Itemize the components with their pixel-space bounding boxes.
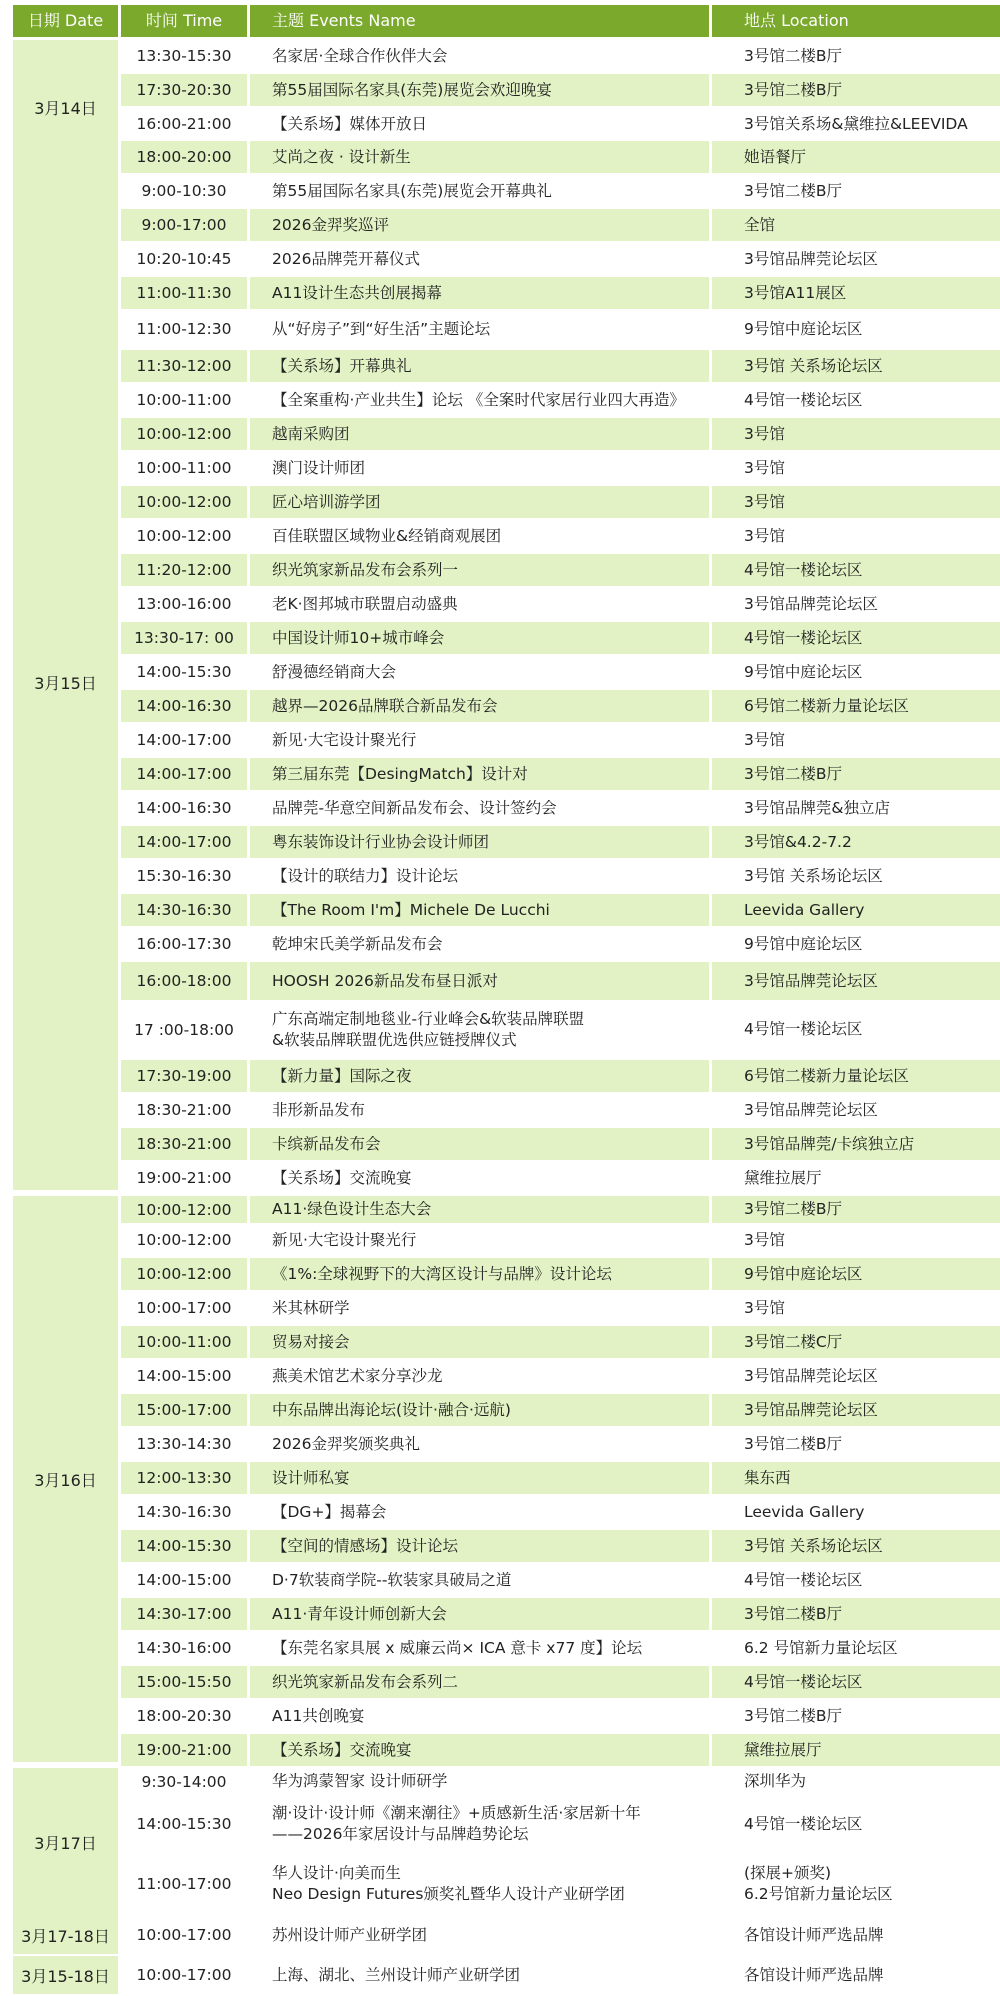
row-time: 14:00-15:30 <box>136 1815 232 1833</box>
row-location: 3号馆品牌莞论坛区 <box>712 962 1000 1000</box>
header-time: 时间 Time <box>121 5 247 37</box>
row-event-name: 燕美术馆艺术家分享沙龙 <box>272 1366 443 1385</box>
row-location: 3号馆品牌莞/卡缤独立店 <box>712 1128 1000 1160</box>
row-event-name: A11·绿色设计生态大会 <box>250 1196 709 1223</box>
row-event-name: 新见·大宅设计聚光行 <box>272 730 417 749</box>
row-location: Leevida Gallery <box>744 1502 865 1521</box>
row-location: 3号馆品牌莞论坛区 <box>744 594 878 613</box>
row-location: 3号馆 关系场论坛区 <box>712 350 1000 382</box>
row-event-name: 《1%:全球视野下的大湾区设计与品牌》设计论坛 <box>250 1258 709 1290</box>
row-location: 3号馆品牌莞论坛区 <box>744 249 878 268</box>
row-location: 她语餐厅 <box>712 141 1000 173</box>
row-location: 3号馆 <box>712 418 1000 450</box>
row-time: 10:00-17:00 <box>136 1966 232 1984</box>
row-time: 10:00-12:00 <box>136 527 232 545</box>
row-time: 19:00-21:00 <box>136 1169 232 1187</box>
row-event-name: 非形新品发布 <box>272 1100 366 1119</box>
row-location: 6.2 号馆新力量论坛区 <box>744 1638 898 1657</box>
row-location: 3号馆品牌莞论坛区 <box>712 1394 1000 1426</box>
row-time: 16:00-21:00 <box>136 115 232 133</box>
row-time: 13:00-16:00 <box>136 595 232 613</box>
row-event-name: 舒漫德经销商大会 <box>272 662 397 681</box>
row-location: 各馆设计师严选品牌 <box>744 1925 884 1944</box>
row-time: 10:00-12:00 <box>121 1258 247 1290</box>
row-event-name: 卡缤新品发布会 <box>250 1128 709 1160</box>
row-event-name: 澳门设计师团 <box>272 458 366 477</box>
row-time: 19:00-21:00 <box>121 1734 247 1766</box>
row-time: 10:00-11:00 <box>121 1326 247 1358</box>
row-location: 3号馆品牌莞论坛区 <box>744 1366 878 1385</box>
row-event-name: 广东高端定制地毯业-行业峰会&软装品牌联盟 &软装品牌联盟优选供应链授牌仪式 <box>272 1009 585 1049</box>
row-location: 全馆 <box>712 209 1000 241</box>
row-time: 14:00-15:00 <box>136 1367 232 1385</box>
row-time: 14:00-15:30 <box>121 1530 247 1562</box>
row-location: 4号馆一楼论坛区 <box>712 1666 1000 1698</box>
row-time: 15:00-15:50 <box>121 1666 247 1698</box>
row-event-name: 新见·大宅设计聚光行 <box>272 1230 417 1249</box>
row-location: 3号馆 关系场论坛区 <box>712 1530 1000 1562</box>
row-event-name: 【东莞名家具展 x 威廉云尚× ICA 意卡 x77 度】论坛 <box>272 1638 643 1657</box>
row-event-name: 【全案重构·产业共生】论坛 《全案时代家居行业四大再造》 <box>272 390 685 409</box>
row-time: 14:00-16:30 <box>121 690 247 722</box>
row-event-name: 【空间的情感场】设计论坛 <box>250 1530 709 1562</box>
row-time: 10:00-12:00 <box>121 418 247 450</box>
row-time: 15:00-17:00 <box>121 1394 247 1426</box>
row-event-name: 华为鸿蒙智家 设计师研学 <box>272 1772 448 1790</box>
row-time: 14:30-16:30 <box>136 1503 232 1521</box>
row-location: 3号馆二楼B厅 <box>712 1598 1000 1630</box>
row-event-name: 【关系场】交流晚宴 <box>272 1168 412 1187</box>
row-event-name: 【关系场】媒体开放日 <box>272 114 428 133</box>
row-event-name: 2026品牌莞开幕仪式 <box>272 249 420 268</box>
row-event-name: 上海、湖北、兰州设计师产业研学团 <box>272 1965 521 1984</box>
date-cell: 3月14日 <box>13 40 118 175</box>
row-location: 3号馆二楼B厅 <box>712 74 1000 106</box>
row-time: 14:30-16:00 <box>136 1639 232 1657</box>
row-event-name: 织光筑家新品发布会系列二 <box>250 1666 709 1698</box>
row-time: 11:00-11:30 <box>121 277 247 309</box>
row-event-name: D·7软装商学院--软装家具破局之道 <box>272 1570 512 1589</box>
row-event-name: 潮·设计·设计师《潮来潮往》+质感新生活·家居新十年 ——2026年家居设计与品牌趋势论坛 <box>272 1804 641 1843</box>
row-location: 3号馆A11展区 <box>712 277 1000 309</box>
row-event-name: 【关系场】开幕典礼 <box>250 350 709 382</box>
row-time: 16:00-17:30 <box>136 935 232 953</box>
row-time: 14:00-17:00 <box>121 758 247 790</box>
row-time: 10:20-10:45 <box>136 250 232 268</box>
row-event-name: 中国设计师10+城市峰会 <box>250 622 709 654</box>
row-location: 各馆设计师严选品牌 <box>744 1965 884 1984</box>
row-location: 3号馆二楼C厅 <box>712 1326 1000 1358</box>
header-date: 日期 Date <box>13 5 118 37</box>
row-event-name: 第55届国际名家具(东莞)展览会欢迎晚宴 <box>250 74 709 106</box>
row-time: 18:00-20:30 <box>136 1707 232 1725</box>
row-time: 14:00-17:00 <box>136 731 232 749</box>
row-location: 3号馆二楼B厅 <box>744 181 842 200</box>
row-location: 3号馆 <box>744 730 785 749</box>
row-event-name: 华人设计·向美而生 Neo Design Futures颁奖礼暨华人设计产业研学团 <box>272 1864 625 1903</box>
row-location: 3号馆 关系场论坛区 <box>744 866 883 885</box>
row-time: 10:00-17:00 <box>136 1299 232 1317</box>
row-event-name: 织光筑家新品发布会系列一 <box>250 554 709 586</box>
row-time: 9:30-14:00 <box>141 1772 227 1791</box>
row-location: 3号馆&4.2-7.2 <box>712 826 1000 858</box>
row-location: 3号馆二楼B厅 <box>712 758 1000 790</box>
date-cell: 3月17-18日 <box>13 1916 118 1954</box>
row-location: 3号馆品牌莞&独立店 <box>744 798 890 817</box>
row-event-name: 老K·图邦城市联盟启动盛典 <box>272 594 458 613</box>
row-location: 3号馆 <box>712 486 1000 518</box>
date-cell: 3月17日 <box>13 1768 118 1916</box>
row-event-name: 苏州设计师产业研学团 <box>272 1925 428 1944</box>
row-location: (探展+颁奖) 6.2号馆新力量论坛区 <box>744 1864 893 1903</box>
row-event-name: A11·青年设计师创新大会 <box>250 1598 709 1630</box>
row-time: 12:00-13:30 <box>121 1462 247 1494</box>
row-event-name: 2026金羿奖颁奖典礼 <box>272 1434 420 1453</box>
row-event-name: 艾尚之夜 · 设计新生 <box>250 141 709 173</box>
row-time: 16:00-18:00 <box>121 962 247 1000</box>
row-time: 10:00-11:00 <box>136 391 232 409</box>
row-event-name: A11共创晚宴 <box>272 1706 365 1725</box>
row-event-name: 百佳联盟区域物业&经销商观展团 <box>272 526 502 545</box>
row-location: 9号馆中庭论坛区 <box>712 1258 1000 1290</box>
row-time: 11:00-12:30 <box>136 320 232 338</box>
row-time: 11:30-12:00 <box>121 350 247 382</box>
row-time: 9:00-17:00 <box>121 209 247 241</box>
row-location: 3号馆二楼B厅 <box>744 1706 842 1725</box>
row-location: 4号馆一楼论坛区 <box>712 622 1000 654</box>
date-cell: 3月15日 <box>13 175 118 1190</box>
row-event-name: 【关系场】交流晚宴 <box>250 1734 709 1766</box>
row-event-name: 贸易对接会 <box>250 1326 709 1358</box>
row-event-name: 2026金羿奖巡评 <box>250 209 709 241</box>
row-time: 13:30-17: 00 <box>121 622 247 654</box>
row-time: 13:30-15:30 <box>136 47 232 65</box>
row-location: 3号馆 <box>744 1230 785 1249</box>
row-time: 11:20-12:00 <box>121 554 247 586</box>
row-time: 10:00-12:00 <box>136 1231 232 1249</box>
row-location: 3号馆 <box>744 526 785 545</box>
row-event-name: 匠心培训游学团 <box>250 486 709 518</box>
row-event-name: 乾坤宋氏美学新品发布会 <box>272 934 443 953</box>
row-location: 6号馆二楼新力量论坛区 <box>712 1060 1000 1092</box>
row-time: 18:00-20:00 <box>121 141 247 173</box>
row-time: 18:30-21:00 <box>136 1101 232 1119</box>
row-location: 黛维拉展厅 <box>744 1168 822 1187</box>
row-event-name: 粤东装饰设计行业协会设计师团 <box>250 826 709 858</box>
row-event-name: 【设计的联结力】设计论坛 <box>272 866 459 885</box>
row-location: 4号馆一楼论坛区 <box>744 1020 863 1038</box>
row-time: 10:00-11:00 <box>136 459 232 477</box>
date-cell: 3月15-18日 <box>13 1956 118 1994</box>
row-location: 集东西 <box>712 1462 1000 1494</box>
row-location: 9号馆中庭论坛区 <box>744 319 863 338</box>
row-event-name: 第55届国际名家具(东莞)展览会开幕典礼 <box>272 181 552 200</box>
row-time: 13:30-14:30 <box>136 1435 232 1453</box>
row-location: 6号馆二楼新力量论坛区 <box>712 690 1000 722</box>
row-time: 17:30-20:30 <box>121 74 247 106</box>
row-location: 深圳华为 <box>744 1772 807 1790</box>
row-event-name: 中东品牌出海论坛(设计·融合·远航) <box>250 1394 709 1426</box>
header-location: 地点 Location <box>712 5 1000 37</box>
row-time: 10:00-12:00 <box>121 486 247 518</box>
row-event-name: 越界—2026品牌联合新品发布会 <box>250 690 709 722</box>
row-location: 3号馆关系场&黛维拉&LEEVIDA <box>744 114 968 133</box>
row-event-name: HOOSH 2026新品发布昼日派对 <box>250 962 709 1000</box>
row-location: 9号馆中庭论坛区 <box>744 934 863 953</box>
row-event-name: 【新力量】国际之夜 <box>250 1060 709 1092</box>
row-event-name: 【The Room I'm】Michele De Lucchi <box>250 894 709 926</box>
row-event-name: 从“好房子”到“好生活”主题论坛 <box>272 319 491 338</box>
row-time: 10:00-12:00 <box>121 1196 247 1223</box>
row-time: 11:00-17:00 <box>136 1875 232 1893</box>
row-event-name: 越南采购团 <box>250 418 709 450</box>
row-location: 黛维拉展厅 <box>712 1734 1000 1766</box>
row-time: 14:00-17:00 <box>121 826 247 858</box>
row-location: Leevida Gallery <box>712 894 1000 926</box>
row-time: 10:00-17:00 <box>136 1926 232 1944</box>
row-time: 14:00-15:30 <box>136 663 232 681</box>
row-event-name: 第三届东莞【DesingMatch】设计对 <box>250 758 709 790</box>
row-location: 4号馆一楼论坛区 <box>744 390 863 409</box>
row-time: 18:30-21:00 <box>121 1128 247 1160</box>
row-time: 9:00-10:30 <box>141 182 227 200</box>
row-location: 9号馆中庭论坛区 <box>744 662 863 681</box>
row-event-name: A11设计生态共创展揭幕 <box>250 277 709 309</box>
row-time: 15:30-16:30 <box>136 867 232 885</box>
row-location: 4号馆一楼论坛区 <box>712 554 1000 586</box>
row-location: 3号馆二楼B厅 <box>712 1196 1000 1223</box>
row-time: 14:30-17:00 <box>121 1598 247 1630</box>
row-time: 17 :00-18:00 <box>134 1020 234 1039</box>
row-event-name: 设计师私宴 <box>250 1462 709 1494</box>
row-event-name: 【DG+】揭幕会 <box>272 1502 387 1521</box>
row-location: 3号馆 <box>744 458 785 477</box>
row-location: 3号馆二楼B厅 <box>744 46 842 65</box>
row-location: 4号馆一楼论坛区 <box>744 1814 863 1833</box>
row-event-name: 品牌莞-华意空间新品发布会、设计签约会 <box>272 798 557 817</box>
row-time: 14:00-15:00 <box>136 1571 232 1589</box>
row-location: 3号馆 <box>744 1298 785 1317</box>
row-event-name: 名家居·全球合作伙伴大会 <box>272 46 448 65</box>
row-location: 4号馆一楼论坛区 <box>744 1570 863 1589</box>
row-event-name: 米其林研学 <box>272 1298 350 1317</box>
row-location: 3号馆品牌莞论坛区 <box>744 1100 878 1119</box>
row-time: 14:30-16:30 <box>121 894 247 926</box>
row-location: 3号馆二楼B厅 <box>744 1434 842 1453</box>
row-time: 17:30-19:00 <box>121 1060 247 1092</box>
header-name: 主题 Events Name <box>250 5 709 37</box>
date-cell: 3月16日 <box>13 1196 118 1762</box>
row-time: 14:00-16:30 <box>136 799 232 817</box>
